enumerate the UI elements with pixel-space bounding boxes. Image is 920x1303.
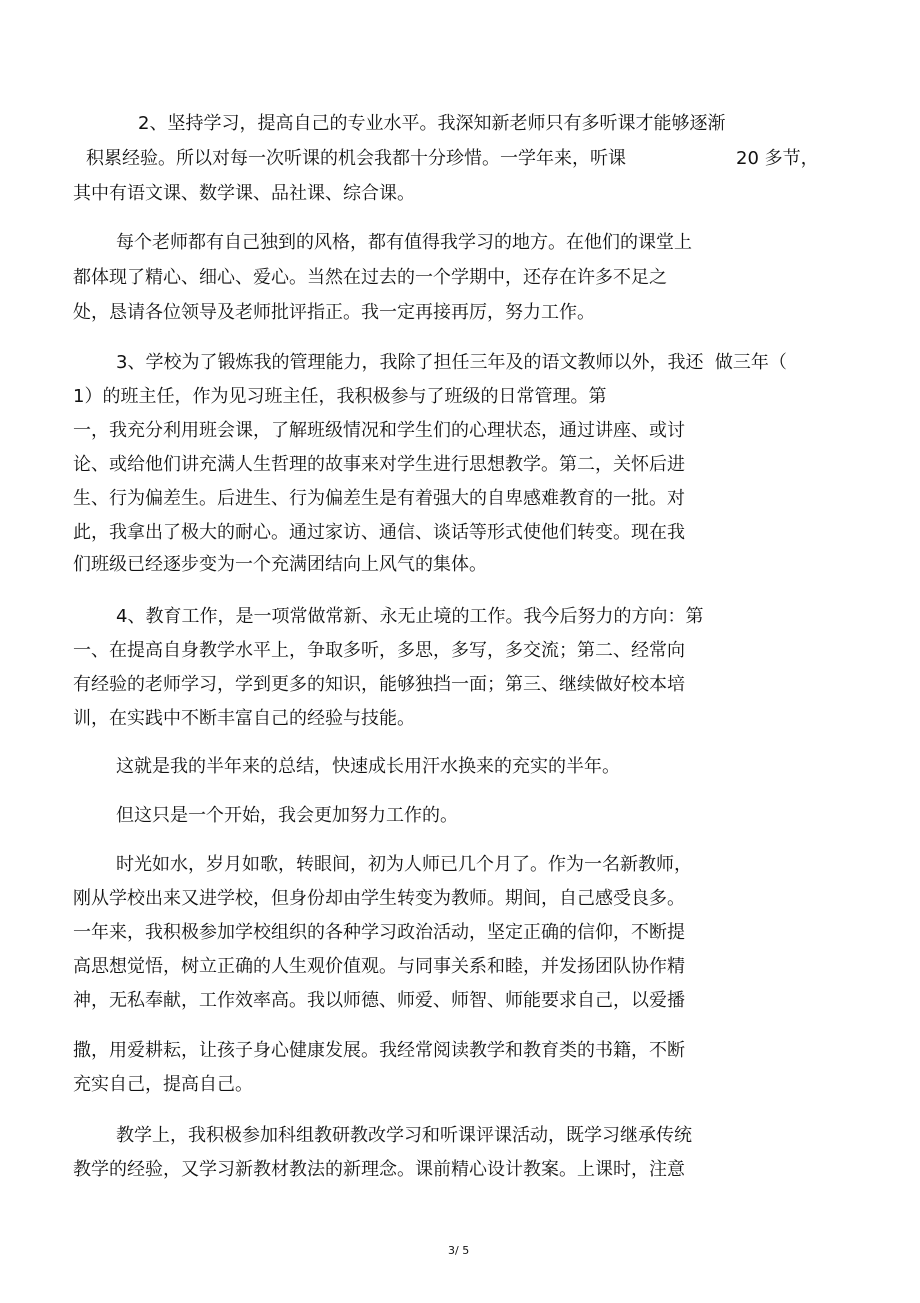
text-line: 积累经验。所以对每一次听课的机会我都十分珍惜。一学年来，听课 — [86, 148, 626, 169]
text-line: 一年来，我积极参加学校组织的各种学习政治活动，坚定正确的信仰，不断提 — [73, 922, 685, 943]
text-line: 充实自己，提高自己。 — [73, 1074, 253, 1095]
text-line: 都体现了精心、细心、爱心。当然在过去的一个学期中，还存在许多不足之 — [73, 267, 667, 288]
text-line: 撒，用爱耕耘，让孩子身心健康发展。我经常阅读教学和教育类的书籍，不断 — [73, 1040, 685, 1061]
text-line: 时光如水，岁月如歌，转眼间，初为人师已几个月了。作为一名新教师， — [116, 854, 692, 875]
text-line: 训，在实践中不断丰富自己的经验与技能。 — [73, 708, 415, 729]
text-line: 此，我拿出了极大的耐心。通过家访、通信、谈话等形式使他们转变。现在我 — [73, 522, 685, 543]
text-line: 其中有语文课、数学课、品社课、综合课。 — [73, 183, 415, 204]
text-line: 20 多节， — [736, 148, 819, 169]
text-line: 生、行为偏差生。后进生、行为偏差生是有着强大的自卑感难教育的一批。对 — [73, 488, 685, 509]
text-line: 3、学校为了锻炼我的管理能力，我除了担任三年及的语文教师以外，我还 做三年（ — [116, 352, 787, 373]
page-number: 3/ 5 — [448, 1244, 470, 1257]
text-line: 们班级已经逐步变为一个充满团结向上风气的集体。 — [73, 554, 487, 575]
text-line: 这就是我的半年来的总结，快速成长用汗水换来的充实的半年。 — [116, 756, 620, 777]
text-line: 每个老师都有自己独到的风格，都有值得我学习的地方。在他们的课堂上 — [116, 232, 692, 253]
text-line: 教学的经验，又学习新教材教法的新理念。课前精心设计教案。上课时，注意 — [73, 1159, 685, 1180]
text-line: 但这只是一个开始，我会更加努力工作的。 — [116, 805, 458, 826]
text-line: 1）的班主任，作为见习班主任，我积极参与了班级的日常管理。第 — [73, 386, 607, 407]
text-line: 神，无私奉献，工作效率高。我以师德、师爱、师智、师能要求自己，以爱播 — [73, 990, 685, 1011]
text-line: 教学上，我积极参加科组教研教改学习和听课评课活动，既学习继承传统 — [116, 1125, 692, 1146]
text-line: 有经验的老师学习，学到更多的知识，能够独挡一面；第三、继续做好校本培 — [73, 674, 685, 695]
text-line: 一、在提高自身教学水平上，争取多听，多思，多写，多交流；第二、经常向 — [73, 640, 685, 661]
text-line: 刚从学校出来又进学校，但身份却由学生转变为教师。期间，自己感受良多。 — [73, 888, 685, 909]
text-line: 2、坚持学习，提高自己的专业水平。我深知新老师只有多听课才能够逐渐 — [138, 113, 726, 134]
text-line: 一，我充分利用班会课，了解班级情况和学生们的心理状态，通过讲座、或讨 — [73, 420, 685, 441]
text-line: 4、教育工作，是一项常做常新、永无止境的工作。我今后努力的方向：第 — [116, 606, 704, 627]
text-line: 论、或给他们讲充满人生哲理的故事来对学生进行思想教学。第二，关怀后进 — [73, 454, 685, 475]
text-line: 高思想觉悟，树立正确的人生观价值观。与同事关系和睦，并发扬团队协作精 — [73, 956, 685, 977]
text-line: 处，恳请各位领导及老师批评指正。我一定再接再厉，努力工作。 — [73, 302, 595, 323]
